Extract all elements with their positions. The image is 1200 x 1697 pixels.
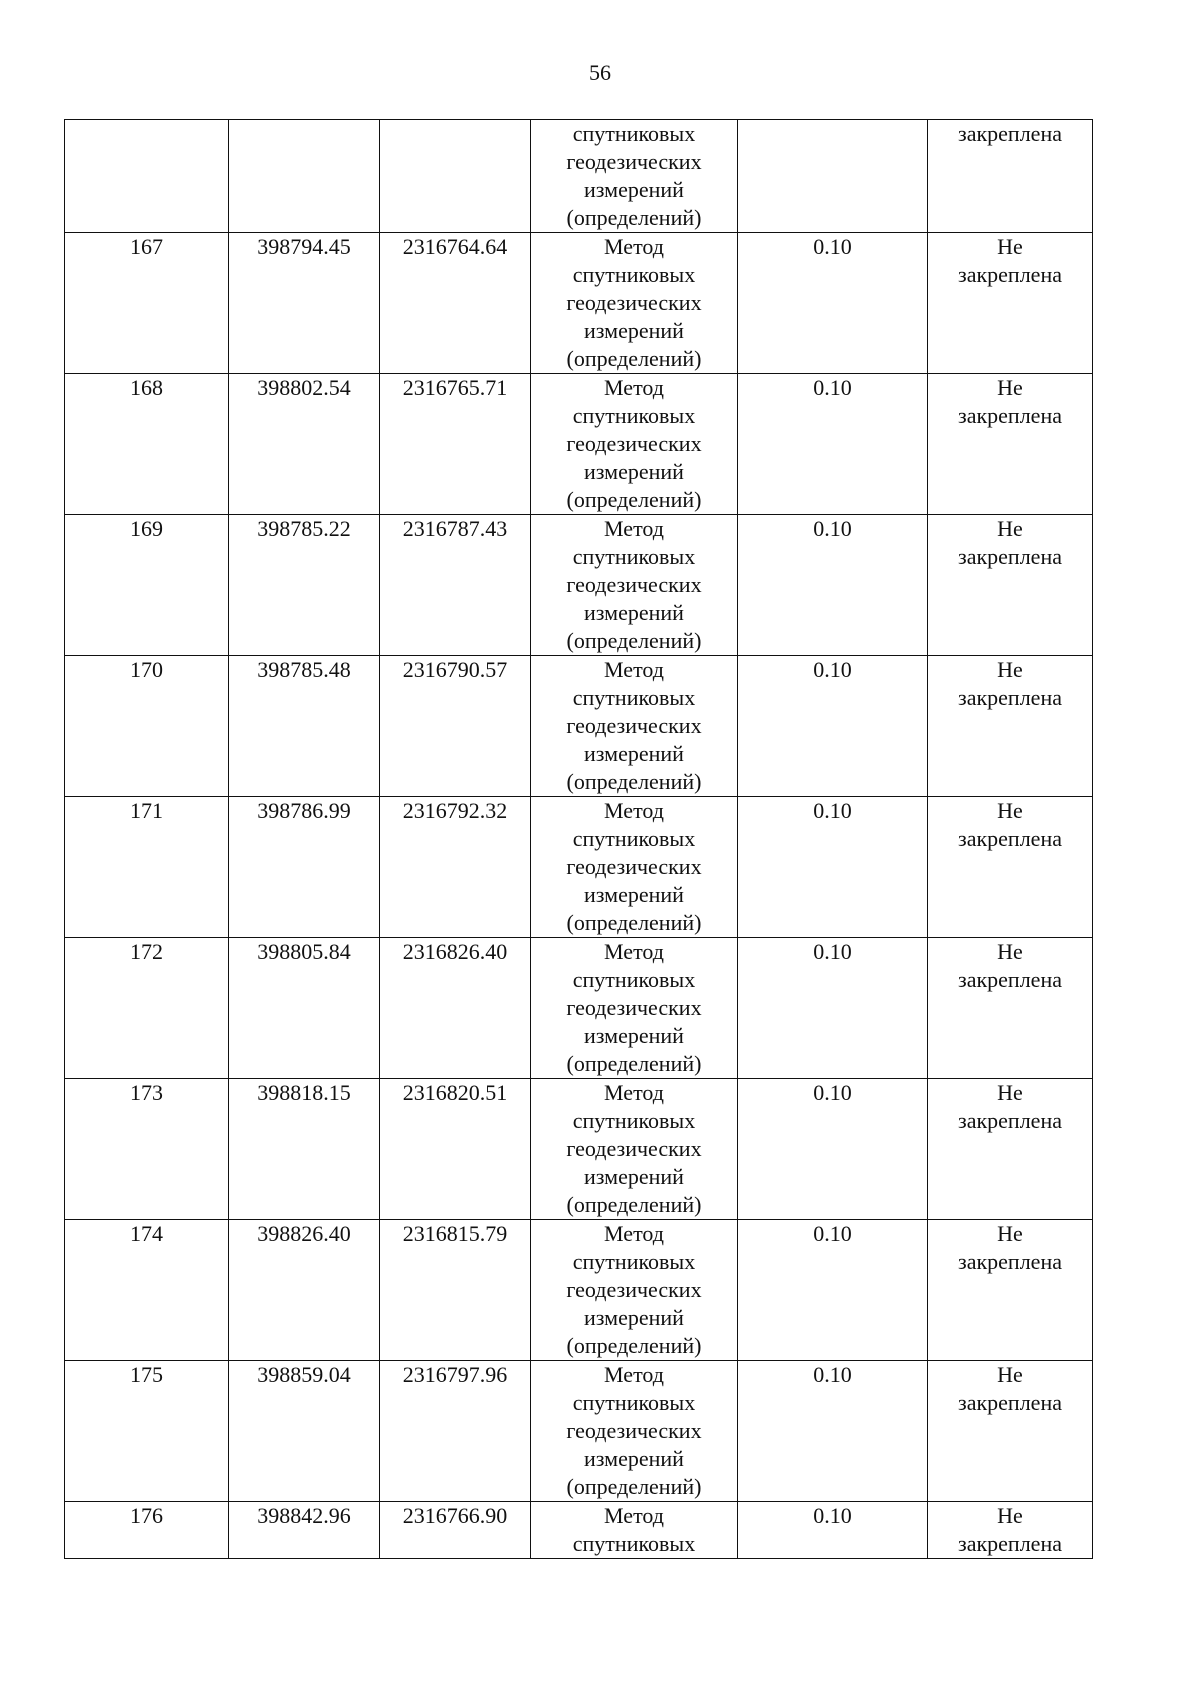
table-row: [65, 1361, 1093, 1502]
coordinates-table: [64, 119, 1093, 1559]
accuracy-cell: 0.10: [738, 1220, 928, 1361]
method-line: геодезических: [566, 431, 702, 456]
y-cell: 2316764.64: [380, 233, 531, 374]
status-cell: [928, 374, 1093, 515]
point-cell: 175: [65, 1361, 229, 1502]
x-cell: 398794.45: [229, 233, 380, 374]
y-cell: 2316820.51: [380, 1079, 531, 1220]
method-line: геодезических: [566, 290, 702, 315]
method-line: (определений): [566, 1051, 702, 1076]
point-cell: 174: [65, 1220, 229, 1361]
table-row: [65, 515, 1093, 656]
status-line: закреплена: [958, 1108, 1062, 1133]
status-line: закреплена: [958, 967, 1062, 992]
x-cell: 398785.48: [229, 656, 380, 797]
method-cell: [531, 1502, 738, 1559]
status-line: закреплена: [958, 403, 1062, 428]
y-cell: 2316765.71: [380, 374, 531, 515]
method-line: Метод: [604, 516, 664, 541]
status-line: Не: [997, 1362, 1023, 1387]
table-row: [65, 1220, 1093, 1361]
method-line: (определений): [566, 1192, 702, 1217]
status-line: закреплена: [958, 544, 1062, 569]
table-row: [65, 656, 1093, 797]
status-line: Не: [997, 1221, 1023, 1246]
status-cell: [928, 656, 1093, 797]
table-row: [65, 1079, 1093, 1220]
table-row: [65, 1502, 1093, 1559]
status-line: Не: [997, 939, 1023, 964]
method-line: спутниковых: [572, 1108, 696, 1133]
method-line: (определений): [566, 1474, 702, 1499]
method-line: Метод: [604, 234, 664, 259]
accuracy-cell: 0.10: [738, 1502, 928, 1559]
method-line: Метод: [604, 375, 664, 400]
method-line: геодезических: [566, 995, 702, 1020]
method-line: спутниковых: [572, 1390, 696, 1415]
table-row: [65, 938, 1093, 1079]
status-line: закреплена: [958, 262, 1062, 287]
y-cell: 2316790.57: [380, 656, 531, 797]
accuracy-cell: 0.10: [738, 374, 928, 515]
accuracy-cell: [738, 120, 928, 233]
status-line: Не: [997, 798, 1023, 823]
status-cell: [928, 233, 1093, 374]
point-cell: 172: [65, 938, 229, 1079]
method-line: спутниковых: [572, 967, 696, 992]
status-line: Не: [997, 1503, 1023, 1528]
method-line: спутниковых: [572, 121, 696, 146]
status-line: закреплена: [958, 1249, 1062, 1274]
x-cell: 398785.22: [229, 515, 380, 656]
status-cell: [928, 1220, 1093, 1361]
method-cell: [531, 120, 738, 233]
method-line: спутниковых: [572, 826, 696, 851]
method-line: геодезических: [566, 854, 702, 879]
point-cell: 170: [65, 656, 229, 797]
method-line: измерений: [584, 1446, 684, 1471]
status-cell: [928, 1502, 1093, 1559]
x-cell: 398802.54: [229, 374, 380, 515]
status-cell: [928, 938, 1093, 1079]
page-number: 56: [589, 60, 611, 85]
method-line: Метод: [604, 1503, 664, 1528]
method-line: Метод: [604, 657, 664, 682]
accuracy-cell: 0.10: [738, 1361, 928, 1502]
method-line: измерений: [584, 882, 684, 907]
method-line: Метод: [604, 1221, 664, 1246]
method-line: спутниковых: [572, 1249, 696, 1274]
method-line: геодезических: [566, 1418, 702, 1443]
status-cell: [928, 1079, 1093, 1220]
method-cell: [531, 938, 738, 1079]
method-line: Метод: [604, 798, 664, 823]
status-line: закреплена: [958, 121, 1062, 146]
method-line: геодезических: [566, 1277, 702, 1302]
accuracy-cell: 0.10: [738, 1079, 928, 1220]
x-cell: 398805.84: [229, 938, 380, 1079]
point-cell: [65, 120, 229, 233]
status-line: Не: [997, 375, 1023, 400]
method-line: (определений): [566, 769, 702, 794]
method-line: геодезических: [566, 1136, 702, 1161]
method-line: (определений): [566, 487, 702, 512]
method-line: измерений: [584, 459, 684, 484]
method-cell: [531, 656, 738, 797]
method-cell: [531, 1079, 738, 1220]
y-cell: 2316787.43: [380, 515, 531, 656]
point-cell: 176: [65, 1502, 229, 1559]
y-cell: [380, 120, 531, 233]
method-line: измерений: [584, 1164, 684, 1189]
method-line: Метод: [604, 1080, 664, 1105]
status-line: Не: [997, 1080, 1023, 1105]
status-cell: [928, 797, 1093, 938]
method-line: (определений): [566, 205, 702, 230]
status-cell: [928, 120, 1093, 233]
method-line: (определений): [566, 910, 702, 935]
method-line: (определений): [566, 1333, 702, 1358]
status-line: Не: [997, 516, 1023, 541]
method-line: спутниковых: [572, 1531, 696, 1556]
method-line: спутниковых: [572, 262, 696, 287]
table-row-continuation: [65, 120, 1093, 233]
method-line: измерений: [584, 741, 684, 766]
y-cell: 2316797.96: [380, 1361, 531, 1502]
x-cell: 398859.04: [229, 1361, 380, 1502]
method-line: спутниковых: [572, 685, 696, 710]
point-cell: 168: [65, 374, 229, 515]
method-cell: [531, 797, 738, 938]
method-line: измерений: [584, 318, 684, 343]
y-cell: 2316815.79: [380, 1220, 531, 1361]
method-line: Метод: [604, 1362, 664, 1387]
status-line: закреплена: [958, 826, 1062, 851]
status-line: Не: [997, 657, 1023, 682]
point-cell: 169: [65, 515, 229, 656]
method-cell: [531, 233, 738, 374]
status-line: закреплена: [958, 1531, 1062, 1556]
point-cell: 167: [65, 233, 229, 374]
method-line: Метод: [604, 939, 664, 964]
method-cell: [531, 1361, 738, 1502]
y-cell: 2316792.32: [380, 797, 531, 938]
method-line: измерений: [584, 1023, 684, 1048]
method-line: геодезических: [566, 572, 702, 597]
status-line: Не: [997, 234, 1023, 259]
method-line: геодезических: [566, 149, 702, 174]
x-cell: 398818.15: [229, 1079, 380, 1220]
x-cell: [229, 120, 380, 233]
accuracy-cell: 0.10: [738, 515, 928, 656]
status-line: закреплена: [958, 685, 1062, 710]
y-cell: 2316766.90: [380, 1502, 531, 1559]
method-line: спутниковых: [572, 544, 696, 569]
table-row: [65, 374, 1093, 515]
status-line: закреплена: [958, 1390, 1062, 1415]
method-line: геодезических: [566, 713, 702, 738]
table-row: [65, 233, 1093, 374]
point-cell: 171: [65, 797, 229, 938]
y-cell: 2316826.40: [380, 938, 531, 1079]
status-cell: [928, 1361, 1093, 1502]
method-line: измерений: [584, 600, 684, 625]
method-line: (определений): [566, 346, 702, 371]
x-cell: 398842.96: [229, 1502, 380, 1559]
method-cell: [531, 374, 738, 515]
accuracy-cell: 0.10: [738, 797, 928, 938]
method-line: измерений: [584, 1305, 684, 1330]
x-cell: 398786.99: [229, 797, 380, 938]
table-row: [65, 797, 1093, 938]
method-cell: [531, 1220, 738, 1361]
accuracy-cell: 0.10: [738, 656, 928, 797]
accuracy-cell: 0.10: [738, 938, 928, 1079]
x-cell: 398826.40: [229, 1220, 380, 1361]
method-cell: [531, 515, 738, 656]
point-cell: 173: [65, 1079, 229, 1220]
method-line: спутниковых: [572, 403, 696, 428]
method-line: (определений): [566, 628, 702, 653]
status-cell: [928, 515, 1093, 656]
method-line: измерений: [584, 177, 684, 202]
accuracy-cell: 0.10: [738, 233, 928, 374]
